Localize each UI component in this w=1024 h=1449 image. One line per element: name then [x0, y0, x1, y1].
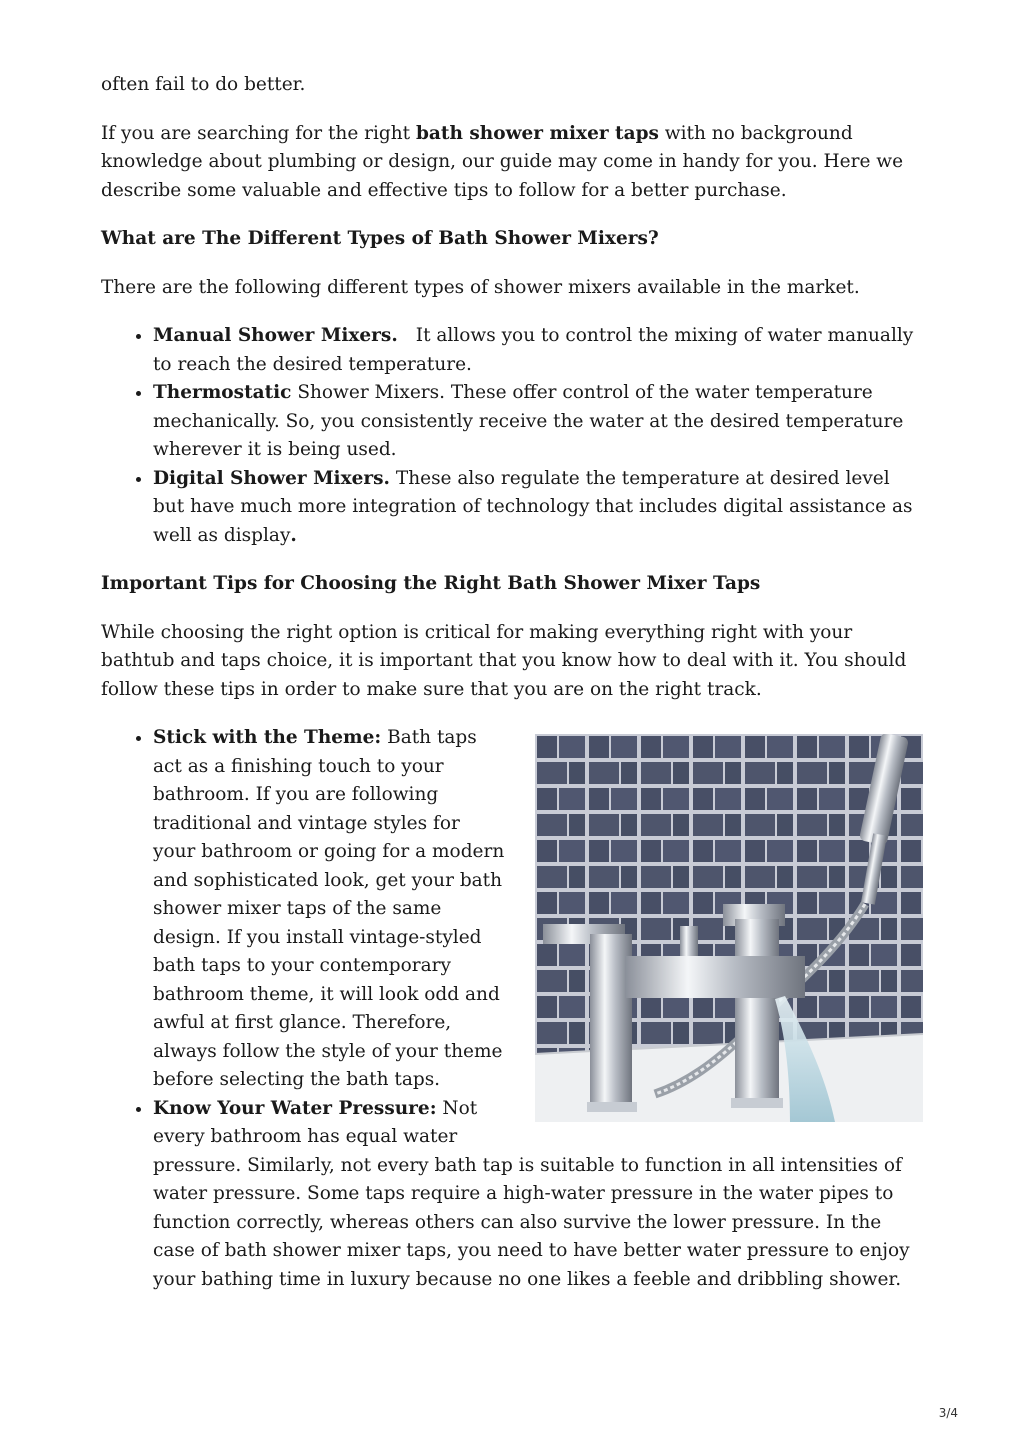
paragraph-types: There are the following different types of shower mixers available in the market.	[101, 276, 860, 298]
tips-list	[101, 724, 923, 1294]
paragraph-search: If you are searching for the right bath shower mixer taps with no background knowledge about plumbing or design, our guide may come in handy for you. Here we describe some valuable and effective tips to follow for a better purchase.	[101, 122, 904, 201]
list-item: • Thermostatic Shower Mixers. These offer control of the water temperature mechanically. So, you consistently receive the water at the desired temperature wherever it is being used.	[153, 379, 923, 465]
article-body	[101, 71, 923, 1294]
intro-tail: often fail to do better.	[101, 74, 306, 95]
list-item: • Know Your Water Pressure: Not every bathroom has equal water pressure. Similarly, not every bath tap is suitable to function in all intensities of water pressure. Some taps require a high-water pressure in the water pipes to function correctly, whereas others can also survive the lower pressure. In the case of bath shower mixer taps, you need to have better water pressure to enjoy your bathing time in luxury because no one likes a feeble and dribbling shower.	[153, 1095, 923, 1295]
list-item: • Manual Shower Mixers. It allows you to control the mixing of water manually to reach the desired temperature.	[153, 322, 923, 379]
paragraph-tips: While choosing the right option is critical for making everything right with your bathtub and taps choice, it is important that you know how to deal with it. You should follow these tips in order to make sure that you are on the right track.	[101, 621, 907, 700]
list-item: • Stick with the Theme: Bath taps act as a finishing touch to your bathroom. If you are following traditional and vintage styles for your bathroom or going for a modern and sophisticated look, get your bath shower mixer taps of the same design. If you install vintage-styled bath taps to your contemporary bathroom theme, it will look odd and awful at first glance. Therefore, always follow the style of your theme before selecting the bath taps.	[153, 724, 923, 1095]
heading-types: What are The Different Types of Bath Shower Mixers?	[101, 228, 659, 249]
keyword-link: bath shower mixer taps	[416, 122, 659, 144]
types-list	[101, 322, 923, 550]
page-number: 3/4	[938, 1406, 958, 1420]
list-item: • Digital Shower Mixers. These also regulate the temperature at desired level but have much more integration of technology that includes digital assistance as well as display.	[153, 465, 923, 551]
heading-tips: Important Tips for Choosing the Right Bath Shower Mixer Taps	[101, 573, 761, 594]
shower-mixer-photo	[535, 734, 923, 1122]
